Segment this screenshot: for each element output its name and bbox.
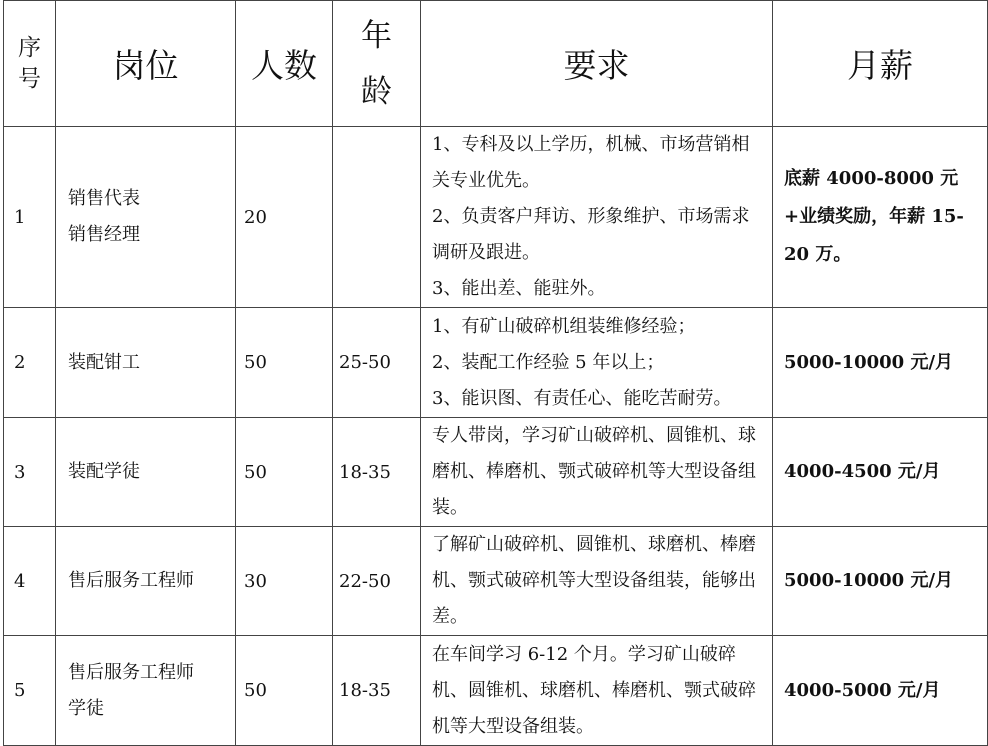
headcount: 50 xyxy=(236,418,333,527)
position-line: 售后服务工程师 xyxy=(68,570,194,591)
position-line: 装配学徒 xyxy=(68,461,140,482)
requirement-item: 在车间学习 6-12 个月。学习矿山破碎机、圆锥机、球磨机、棒磨机、颚式破碎机等大型设备组装。 xyxy=(432,643,756,737)
position-line: 学徒 xyxy=(68,697,104,719)
age-range: 25-50 xyxy=(333,308,421,418)
requirements-cell xyxy=(421,308,773,418)
row-number: 3 xyxy=(4,418,56,527)
row-number: 1 xyxy=(4,127,56,308)
headcount: 30 xyxy=(236,527,333,636)
age-range xyxy=(333,127,421,308)
position-cell xyxy=(56,127,236,308)
job-table xyxy=(3,0,988,746)
position-line: 装配钳工 xyxy=(68,351,140,373)
header-age-char-2: 龄 xyxy=(361,73,392,110)
requirement-item: 3、能识图、有责任心、能吃苦耐劳。 xyxy=(432,387,732,409)
header-requirements: 要求 xyxy=(421,1,773,127)
requirements-cell xyxy=(421,527,773,636)
requirement-item: 1、专科及以上学历，机械、市场营销相关专业优先。 xyxy=(432,134,750,191)
header-position: 岗位 xyxy=(56,1,236,127)
requirement-item: 2、负责客户拜访、形象维护、市场需求调研及跟进。 xyxy=(432,206,750,263)
row-number: 4 xyxy=(4,527,56,636)
requirement-item: 1、有矿山破碎机组装维修经验； xyxy=(432,315,696,337)
age-range: 22-50 xyxy=(333,527,421,636)
headcount: 20 xyxy=(236,127,333,308)
requirement-item: 2、装配工作经验 5 年以上； xyxy=(432,351,665,373)
salary: 底薪 4000-8000 元+业绩奖励，年薪 15-20 万。 xyxy=(773,127,988,308)
header-no xyxy=(4,1,56,127)
header-no-char-1: 序 xyxy=(18,34,41,61)
position-cell xyxy=(56,636,236,746)
position-cell xyxy=(56,308,236,418)
header-count: 人数 xyxy=(236,1,333,127)
position-line: 销售经理 xyxy=(68,224,140,245)
position-cell xyxy=(56,527,236,636)
position-cell xyxy=(56,418,236,527)
salary: 4000-4500 元/月 xyxy=(773,418,988,527)
header-row xyxy=(4,1,988,127)
salary: 4000-5000 元/月 xyxy=(773,636,988,746)
position-line: 销售代表 xyxy=(68,188,140,209)
requirements-cell xyxy=(421,418,773,527)
age-range: 18-35 xyxy=(333,636,421,746)
row-number: 2 xyxy=(4,308,56,418)
header-salary: 月薪 xyxy=(773,1,988,127)
requirement-item: 专人带岗，学习矿山破碎机、圆锥机、球磨机、棒磨机、颚式破碎机等大型设备组装。 xyxy=(432,425,756,518)
requirements-cell xyxy=(421,636,773,746)
table-row xyxy=(4,636,988,746)
requirement-item: 3、能出差、能驻外。 xyxy=(432,278,606,299)
position-line: 售后服务工程师 xyxy=(68,661,194,683)
headcount: 50 xyxy=(236,636,333,746)
table-row xyxy=(4,418,988,527)
table-row xyxy=(4,127,988,308)
table-row xyxy=(4,527,988,636)
salary: 5000-10000 元/月 xyxy=(773,308,988,418)
header-age-char-1: 年 xyxy=(361,17,392,54)
headcount: 50 xyxy=(236,308,333,418)
header-age xyxy=(333,1,421,127)
table-row xyxy=(4,308,988,418)
header-no-char-2: 号 xyxy=(18,65,41,92)
requirements-cell xyxy=(421,127,773,308)
row-number: 5 xyxy=(4,636,56,746)
age-range: 18-35 xyxy=(333,418,421,527)
requirement-item: 了解矿山破碎机、圆锥机、球磨机、棒磨机、颚式破碎机等大型设备组装，能够出差。 xyxy=(432,534,756,627)
salary: 5000-10000 元/月 xyxy=(773,527,988,636)
